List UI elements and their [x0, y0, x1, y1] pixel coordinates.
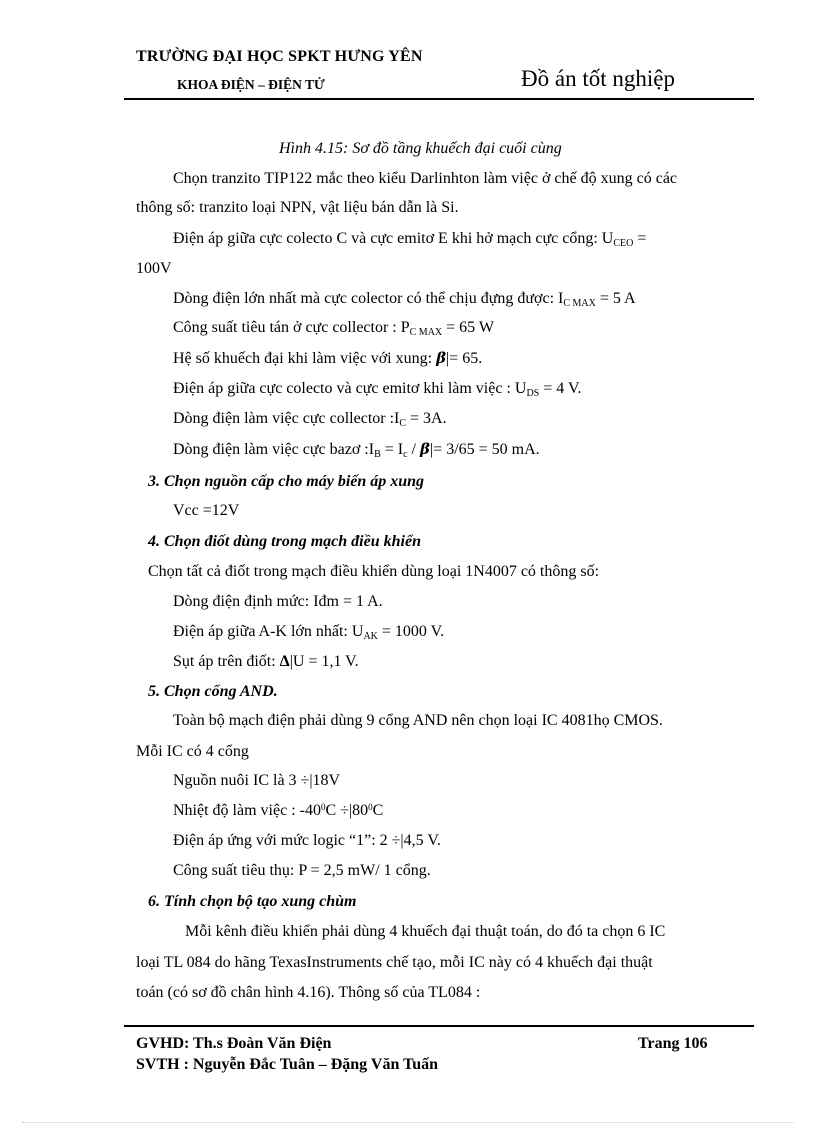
- paragraph-line: 100V: [136, 260, 172, 277]
- faculty-name: KHOA ĐIỆN – ĐIỆN TỬ: [177, 77, 325, 92]
- school-name: TRƯỜNG ĐẠI HỌC SPKT HƯNG YÊN: [136, 48, 423, 65]
- section-heading: 6. Tính chọn bộ tạo xung chùm: [148, 893, 357, 910]
- spec-line: Điện áp giữa cực colecto và cực emitơ khi làm việc : $U_{DS} = 4$ V.: [173, 380, 582, 399]
- paragraph-line: Điện áp giữa cực colecto C và cực emitơ E khi hở mạch cực cổng: $U_{CEO}$ =: [173, 230, 647, 249]
- spec-line: Vcc =12V: [173, 502, 240, 519]
- paragraph-line: Chọn tất cả điốt trong mạch điều khiển dùng loại 1N4007 có thông số:: [148, 563, 600, 580]
- document-title: Đồ án tốt nghiệp: [521, 66, 675, 91]
- spec-line: Điện áp giữa A-K lớn nhất: $U_{AK} = 1000$ V.: [173, 623, 445, 642]
- spec-line: Dòng điện định mức: Iđm = 1 A.: [173, 593, 383, 610]
- advisor-name: GVHD: Th.s Đoàn Văn Điện: [136, 1035, 332, 1052]
- paragraph-line: Mỗi IC có 4 cổng: [136, 743, 249, 760]
- paragraph-line: toán (có sơ đồ chân hình 4.16). Thông số của TL084 :: [136, 984, 481, 1001]
- students-names: SVTH : Nguyễn Đắc Tuân – Đặng Văn Tuấn: [136, 1056, 439, 1073]
- page-number: Trang 106: [638, 1035, 708, 1052]
- section-heading: 4. Chọn điốt dùng trong mạch điều khiển: [148, 533, 421, 550]
- spec-line: Dòng điện làm việc cực collector $:I_C = 3A$.: [173, 410, 447, 429]
- header-rule: [124, 98, 754, 100]
- spec-line: Nhiệt độ làm việc : $-40^0C \div|80^0C$: [173, 802, 384, 819]
- paragraph-line: thông số: tranzito loại NPN, vật liệu bán dẫn là Si.: [136, 199, 459, 216]
- spec-line: Dòng điện lớn nhất mà cực colector có thể chịu đựng được: $I_{C MAX} = 5$ A: [173, 290, 636, 309]
- spec-line: Công suất tiêu tán ở cực collector : $P_{C MAX} = 65$ W: [173, 319, 494, 338]
- spec-line: Nguồn nuôi IC là 3 ÷|18V: [173, 772, 341, 789]
- paragraph-line: Mỗi kênh điều khiển phải dùng 4 khuếch đại thuật toán, do đó ta chọn 6 IC: [185, 923, 666, 940]
- footer-rule: [124, 1025, 754, 1027]
- spec-line: Dòng điện làm việc cực bazơ $:I_B = I_c / \beta|= 3/65 = 50$ mA.: [173, 440, 540, 460]
- spec-line: Công suất tiêu thụ: P = 2,5 mW/ 1 cổng.: [173, 862, 431, 879]
- spec-line: Hệ số khuếch đại khi làm việc với xung: β|= 65.: [173, 349, 483, 367]
- spec-line: Sụt áp trên điốt: Δ|U = 1,1 V.: [173, 653, 359, 670]
- spec-line: Điện áp ứng với mức logic “1”: 2 ÷|4,5 V.: [173, 832, 441, 849]
- paragraph-line: Chọn tranzito TIP122 mắc theo kiểu Darlinhton làm việc ở chế độ xung có các: [173, 170, 678, 187]
- section-heading: 3. Chọn nguồn cấp cho máy biến áp xung: [148, 473, 425, 490]
- section-heading: 5. Chọn cổng AND.: [148, 683, 278, 700]
- figure-caption: Hình 4.15: Sơ đồ tầng khuếch đại cuối cùng: [279, 140, 562, 157]
- paragraph-line: Toàn bộ mạch điện phải dùng 9 cổng AND nên chọn loại IC 4081họ CMOS.: [173, 712, 663, 729]
- paragraph-line: loại TL 084 do hãng TexasInstruments chế tạo, mỗi IC này có 4 khuếch đại thuật: [136, 954, 653, 971]
